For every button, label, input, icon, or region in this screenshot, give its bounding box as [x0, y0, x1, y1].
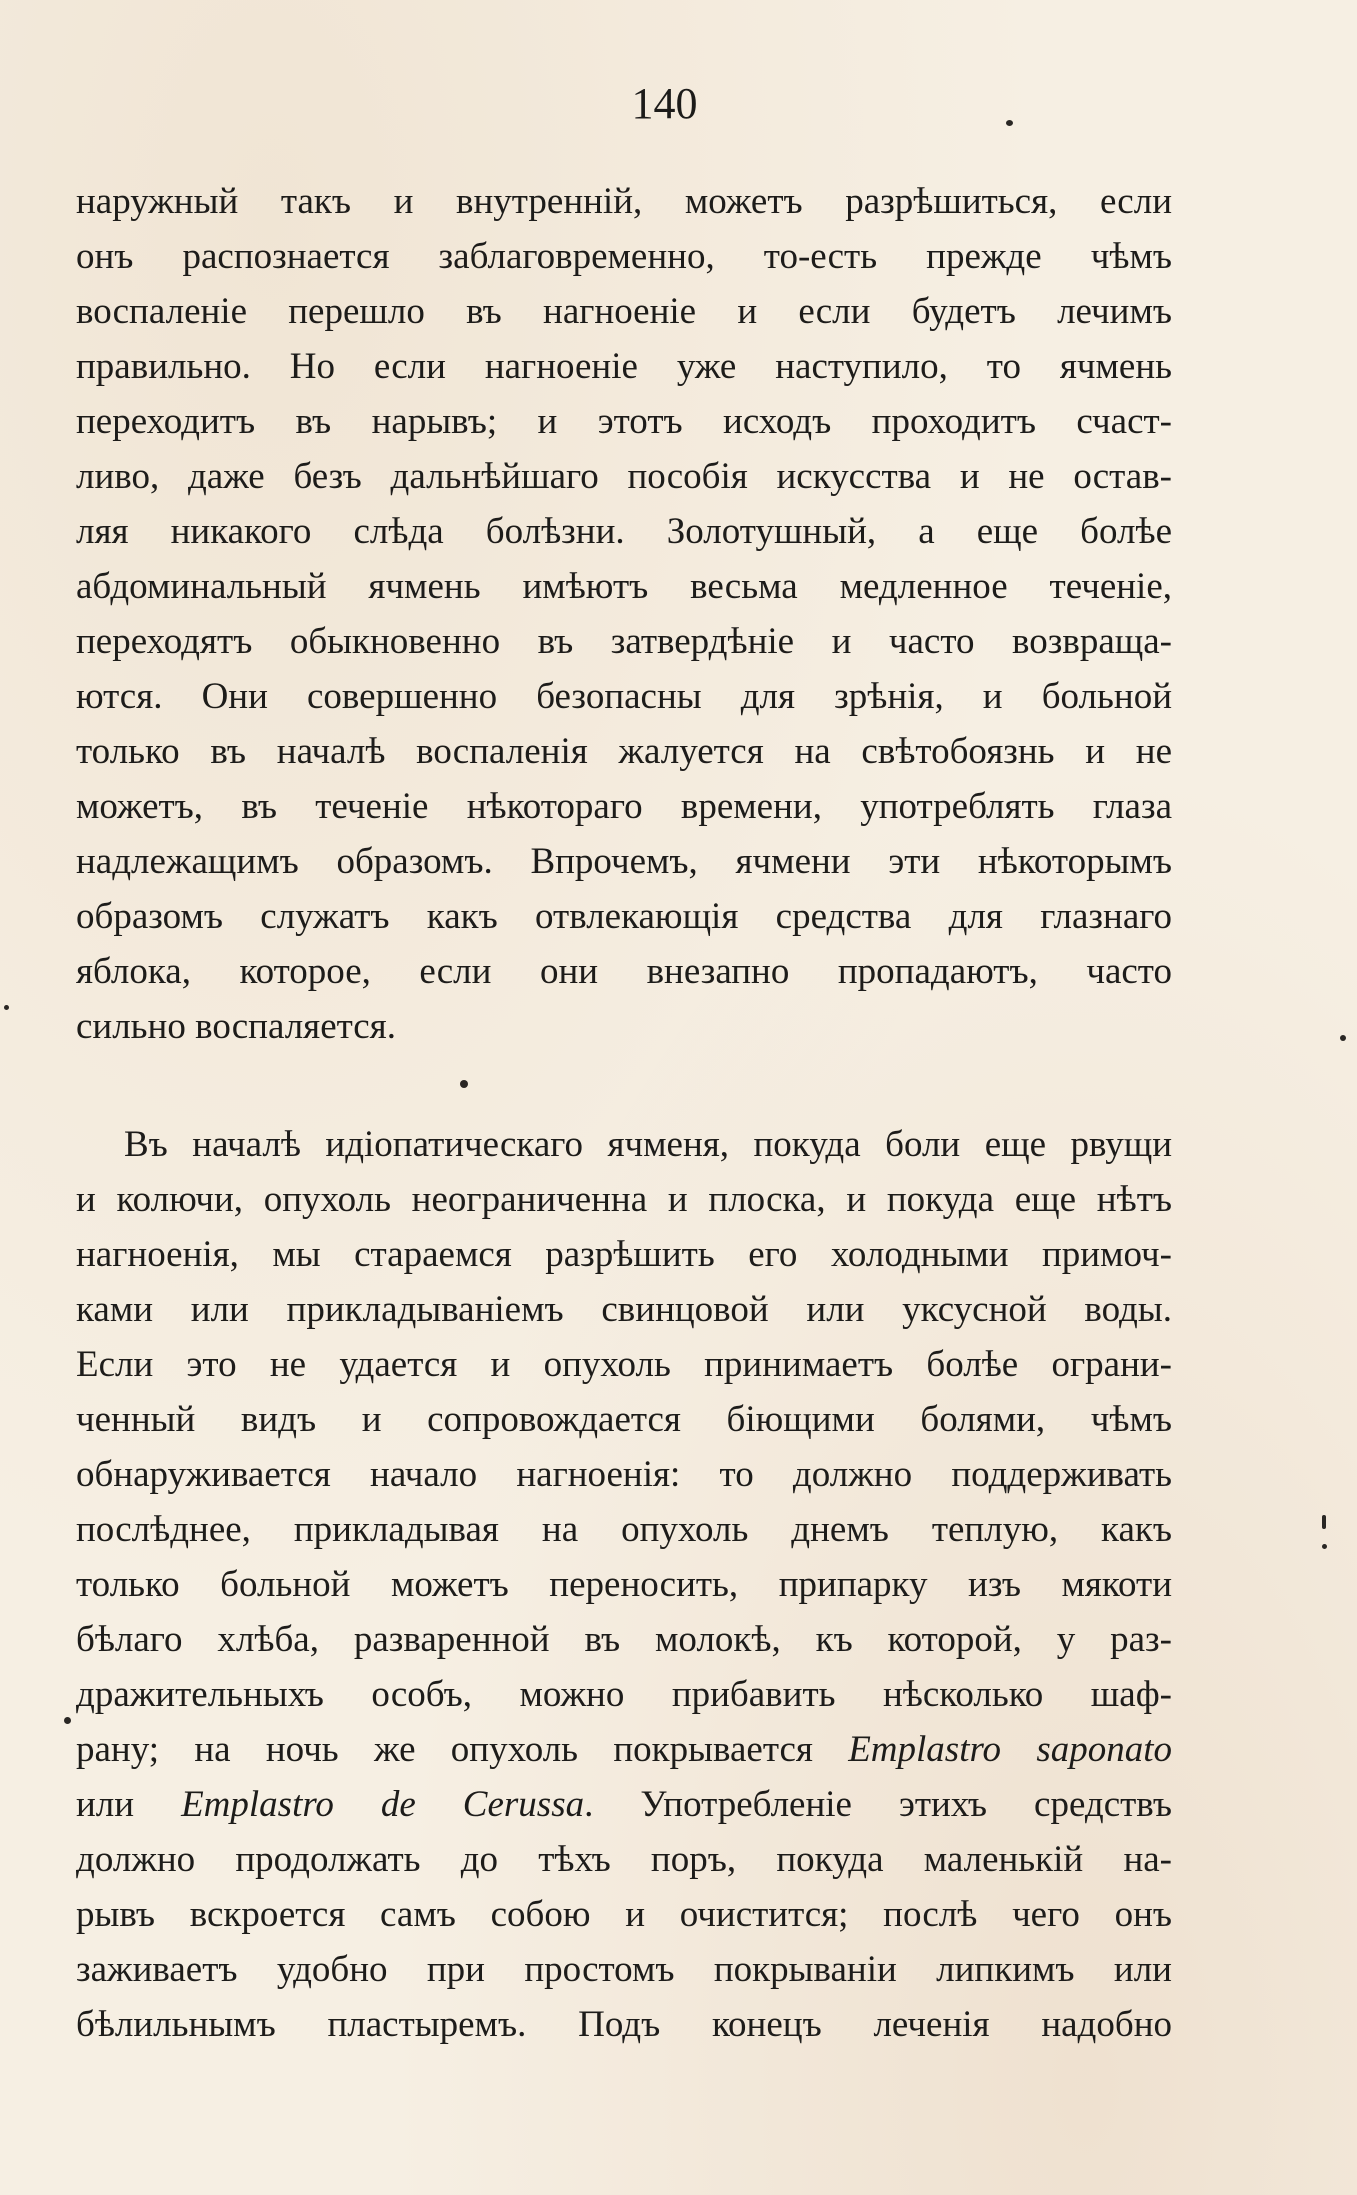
paragraph-1: [76, 174, 1172, 1054]
text-line: переходитъ въ нарывъ; и этотъ исходъ проходитъ счаст-: [76, 401, 1172, 442]
page-number: 140: [631, 79, 698, 128]
text-line: Въ началѣ идіопатическаго ячменя, покуда боли еще рвущи: [124, 1124, 1172, 1165]
text-line: дражительныхъ особъ, можно прибавить нѣсколько шаф-: [76, 1674, 1172, 1715]
text-line: переходятъ обыкновенно въ затвердѣніе и часто возвраща-: [76, 621, 1172, 662]
text-line: только въ началѣ воспаленія жалуется на свѣтобоязнь и не: [76, 731, 1172, 772]
text-line: должно продолжать до тѣхъ поръ, покуда маленькій на-: [76, 1839, 1172, 1880]
text-line: бѣлильнымъ пластыремъ. Подъ конецъ леченія надобно: [76, 2004, 1172, 2045]
text-line: можетъ, въ теченіе нѣкотораго времени, употреблять глаза: [76, 786, 1172, 827]
text-line: надлежащимъ образомъ. Впрочемъ, ячмени эти нѣкоторымъ: [76, 841, 1172, 882]
text-line: нагноенія, мы стараемся разрѣшить его холодными примоч-: [76, 1234, 1172, 1275]
ink-speck: [64, 1717, 71, 1724]
ink-speck: [1340, 1035, 1346, 1041]
text-line: правильно. Но если нагноеніе уже наступило, то ячмень: [76, 346, 1172, 387]
text-line: наружный такъ и внутренній, можетъ разрѣшиться, если: [76, 181, 1172, 222]
text-line: ками или прикладываніемъ свинцовой или уксусной воды.: [76, 1289, 1172, 1330]
text-line: обнаруживается начало нагноенія: то должно поддерживать: [76, 1454, 1172, 1495]
text-line: только больной можетъ переносить, припарку изъ мякоти: [76, 1564, 1172, 1605]
text-line: ливо, даже безъ дальнѣйшаго пособія искусства и не остав-: [76, 456, 1172, 497]
latin-term: Emplastro saponato: [848, 1729, 1172, 1770]
text-line-with-latin: рану; на ночь же опухоль покрывается Emplastro saponato: [76, 1729, 1172, 1770]
ink-speck: [1006, 120, 1013, 126]
latin-term: Emplastro de Cerussa: [181, 1784, 585, 1825]
text-line: и колючи, опухоль неограниченна и плоска, и покуда еще нѣтъ: [76, 1179, 1172, 1220]
text-line: яблока, которое, если они внезапно пропадаютъ, часто: [76, 951, 1172, 992]
ink-speck: [4, 1005, 9, 1010]
text-line: образомъ служатъ какъ отвлекающія средства для глазнаго: [76, 896, 1172, 937]
text-line: заживаетъ удобно при простомъ покрываніи липкимъ или: [76, 1949, 1172, 1990]
text-line: Если это не удается и опухоль принимаетъ болѣе ограни-: [76, 1344, 1172, 1385]
paragraph-2: [76, 1117, 1172, 2052]
text-line: ляя никакого слѣда болѣзни. Золотушный, а еще болѣе: [76, 511, 1172, 552]
ink-speck: [1322, 1544, 1327, 1549]
text-line: ченный видъ и сопровождается біющими болями, чѣмъ: [76, 1399, 1172, 1440]
text-line: ются. Они совершенно безопасны для зрѣнія, и больной: [76, 676, 1172, 717]
text-line: абдоминальный ячмень имѣютъ весьма медленное теченіе,: [76, 566, 1172, 607]
text-line-with-latin: или Emplastro de Cerussa. Употребленіе этихъ средствъ: [76, 1784, 1172, 1825]
text-line: рывъ вскроется самъ собою и очистится; послѣ чего онъ: [76, 1894, 1172, 1935]
text-line: послѣднее, прикладывая на опухоль днемъ теплую, какъ: [76, 1509, 1172, 1550]
ink-speck: [1322, 1515, 1326, 1529]
text-line: бѣлаго хлѣба, разваренной въ молокѣ, къ которой, у раз-: [76, 1619, 1172, 1660]
text-line: онъ распознается заблаговременно, то-есть прежде чѣмъ: [76, 236, 1172, 277]
ink-speck: [460, 1080, 468, 1088]
text-line: сильно воспаляется.: [76, 1006, 396, 1047]
text-line: воспаленіе перешло въ нагноеніе и если будетъ лечимъ: [76, 291, 1172, 332]
